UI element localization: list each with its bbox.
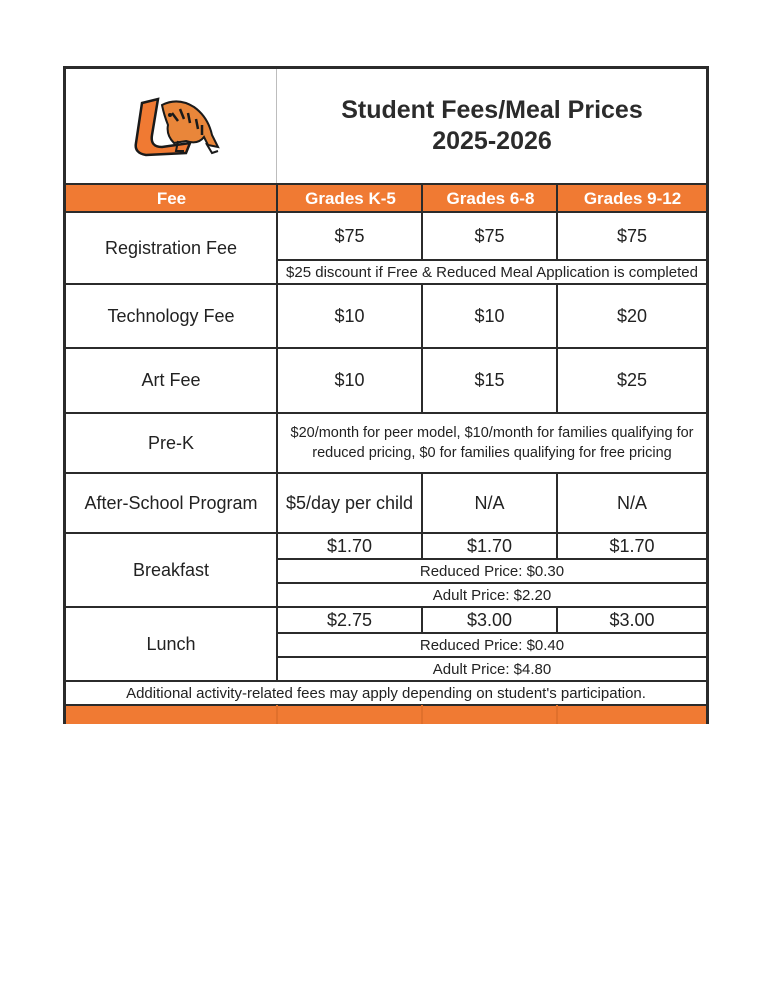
title-line2: 2025-2026 — [432, 127, 552, 155]
row-label-lunch: Lunch — [146, 633, 196, 654]
row-label-breakfast: Breakfast — [132, 559, 210, 580]
lunch-reduced-price: Reduced Price: $0.40 — [419, 636, 565, 654]
art-6-8: $15 — [474, 370, 505, 390]
art-9-12: $25 — [616, 370, 648, 390]
lunch-adult-price: Adult Price: $4.80 — [432, 660, 552, 678]
title-line1: Student Fees/Meal Prices — [341, 96, 643, 124]
lunch-9-12: $3.00 — [609, 609, 655, 630]
breakfast-9-12: $1.70 — [609, 535, 655, 556]
technology-k5: $10 — [334, 305, 365, 326]
row-label-registration: Registration Fee — [104, 237, 238, 258]
registration-k5: $75 — [334, 225, 365, 246]
row-label-afterschool: After-School Program — [84, 492, 258, 513]
row-label-technology: Technology Fee — [107, 305, 235, 326]
afterschool-6-8: N/A — [474, 492, 505, 513]
breakfast-adult-price: Adult Price: $2.20 — [432, 586, 552, 604]
header-grades-9-12: Grades 9-12 — [583, 188, 682, 208]
registration-discount-note: $25 discount if Free & Reduced Meal Application is completed — [286, 263, 698, 281]
prek-pricing-line2: reduced pricing, $0 for families qualifying for free pricing — [312, 445, 672, 461]
breakfast-6-8: $1.70 — [466, 535, 513, 556]
prek-pricing — [278, 414, 706, 472]
footer-note: Additional activity-related fees may apply depending on student's participation. — [126, 684, 646, 702]
fee-table — [63, 66, 709, 724]
afterschool-9-12: N/A — [616, 492, 647, 513]
footer-band — [66, 705, 706, 724]
page-title — [277, 91, 707, 161]
breakfast-k5: $1.70 — [326, 535, 373, 556]
technology-6-8: $10 — [474, 305, 505, 326]
lunch-6-8: $3.00 — [466, 609, 513, 630]
breakfast-reduced-price: Reduced Price: $0.30 — [419, 562, 565, 580]
technology-9-12: $20 — [616, 305, 648, 326]
header-grades-6-8: Grades 6-8 — [446, 188, 535, 208]
art-k5: $10 — [334, 370, 365, 390]
prek-pricing-line1: $20/month for peer model, $10/month for families qualifying for — [290, 425, 694, 441]
row-label-prek: Pre-K — [147, 432, 194, 453]
afterschool-k5: $5/day per child — [285, 492, 414, 513]
registration-6-8: $75 — [474, 225, 505, 246]
registration-9-12: $75 — [616, 225, 648, 246]
header-grades-k5: Grades K-5 — [305, 188, 396, 208]
row-label-art: Art Fee — [141, 370, 201, 390]
tiger-logo-icon — [128, 91, 224, 161]
header-fee: Fee — [156, 188, 187, 208]
lunch-k5: $2.75 — [326, 609, 373, 630]
